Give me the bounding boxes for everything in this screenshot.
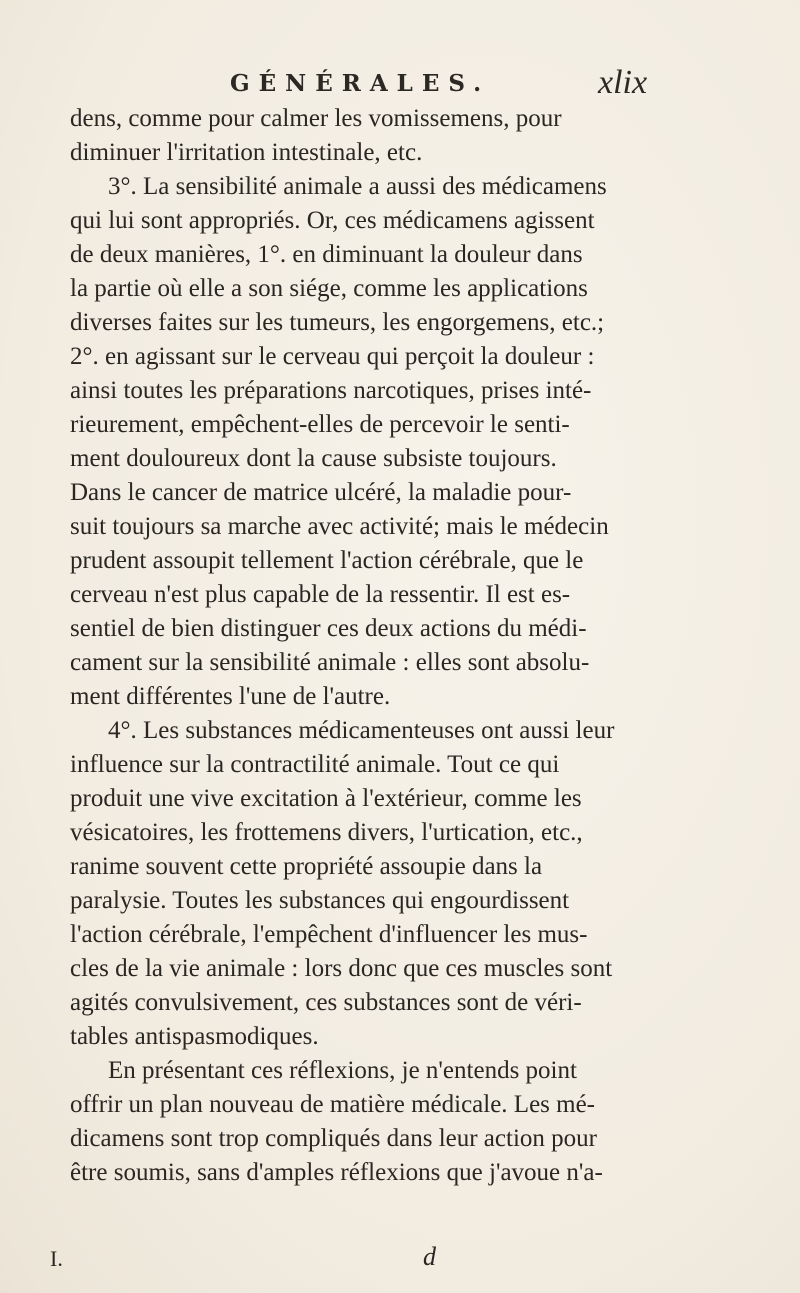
text-line: suit toujours sa marche avec activité; mais le médecin <box>70 513 609 540</box>
text-line: diverses faites sur les tumeurs, les engorgemens, etc.; <box>70 309 605 336</box>
page-footer <box>0 1242 800 1280</box>
text-line: cament sur la sensibilité animale : elles sont absolu- <box>70 649 590 676</box>
text-line: ranime souvent cette propriété assoupie dans la <box>70 853 543 880</box>
text-line: En présentant ces réflexions, je n'entends point <box>108 1057 577 1084</box>
text-line: offrir un plan nouveau de matière médicale. Les mé- <box>70 1091 596 1118</box>
text-line: cles de la vie animale : lors donc que ces muscles sont <box>70 955 613 982</box>
text-line: ainsi toutes les préparations narcotiques, prises inté- <box>70 377 592 404</box>
text-line: Dans le cancer de matrice ulcéré, la maladie pour- <box>70 479 572 506</box>
text-line: qui lui sont appropriés. Or, ces médicamens agissent <box>70 207 595 234</box>
signature-letter: d <box>423 1242 436 1271</box>
text-line: produit une vive excitation à l'extérieur, comme les <box>70 785 582 812</box>
text-line: cerveau n'est plus capable de la ressentir. Il est es- <box>70 581 571 608</box>
text-line: vésicatoires, les frottemens divers, l'urtication, etc., <box>70 819 583 846</box>
text-line: 2°. en agissant sur le cerveau qui perçoit la douleur : <box>70 343 595 370</box>
text-line: agités convulsivement, ces substances sont de véri- <box>70 989 582 1016</box>
text-line: être soumis, sans d'amples réflexions que j'avoue n'a- <box>70 1159 603 1186</box>
folio-number: xlix <box>598 64 648 101</box>
text-line: prudent assoupit tellement l'action cérébrale, que le <box>70 547 584 574</box>
text-line: de deux manières, 1°. en diminuant la douleur dans <box>70 241 583 268</box>
running-head: GÉNÉRALES. <box>230 70 491 97</box>
text-line: 3°. La sensibilité animale a aussi des médicamens <box>108 173 607 200</box>
text-line: ment différentes l'une de l'autre. <box>70 683 391 710</box>
text-line: rieurement, empêchent-elles de percevoir le senti- <box>70 411 570 438</box>
text-line: dens, comme pour calmer les vomissemens, pour <box>70 105 562 132</box>
text-line: l'action cérébrale, l'empêchent d'influencer les mus- <box>70 921 588 948</box>
text-line: la partie où elle a son siége, comme les applications <box>70 275 588 302</box>
text-line: ment douloureux dont la cause subsiste toujours. <box>70 445 557 472</box>
text-line: paralysie. Toutes les substances qui engourdissent <box>70 887 570 914</box>
text-line: influence sur la contractilité animale. Tout ce qui <box>70 751 560 778</box>
volume-mark: I. <box>50 1246 63 1271</box>
text-line: 4°. Les substances médicamenteuses ont aussi leur <box>108 717 615 744</box>
text-line: sentiel de bien distinguer ces deux actions du médi- <box>70 615 587 642</box>
text-line: dicamens sont trop compliqués dans leur action pour <box>70 1125 597 1152</box>
text-line: diminuer l'irritation intestinale, etc. <box>70 139 423 166</box>
text-line: tables antispasmodiques. <box>70 1023 319 1050</box>
page-header <box>0 62 800 102</box>
